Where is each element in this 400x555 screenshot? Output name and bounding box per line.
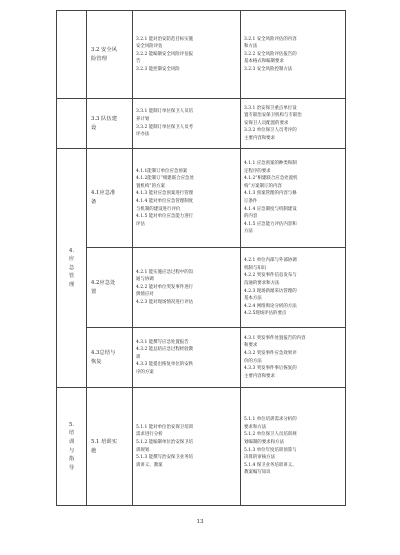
category-cell-3 [57, 99, 87, 149]
knowledge-cell: 3.3.1 治安保卫重点单位设 置专职治安保卫机构与专职治 安保卫人员配置的要求 3.3.2 单位保卫人员考评的 主要内容和要求 [241, 99, 346, 149]
category-cell-3 [57, 11, 87, 99]
category-cell-5: 5. 培 训 与 指 导 [57, 388, 87, 506]
table-row [57, 328, 346, 388]
subcategory-cell: 4.3总结与 恢复 [87, 328, 133, 388]
knowledge-cell: 4.3.1 突发事件处置报告的内容 和要求 4.3.2 突发事件应急效果评 价的方法 4.3.3 突发事件事后恢复的 主要内容和要求 [241, 328, 346, 388]
subcategory-cell: 5.1 培训实 施 [87, 388, 133, 506]
knowledge-cell: 4.2.1 单位内部与外部协调 机制与知识 4.2.2 突发事件信息发布与 沟通的要求和方法 4.2.3 现场新闻采访管理的 基本方法 4.2.4 网络舆论分析的方法 4.2.5现场评估的要点 [241, 248, 346, 328]
ability-cell: 3.3.1 能制订单位保卫人员培 养计划 3.3.2 能制订单位保卫人员考 评办法 [133, 99, 241, 149]
table-row [57, 149, 346, 248]
table-row [57, 99, 346, 149]
category-cell-4: 4. 应 急 管 理 [57, 149, 87, 388]
ability-cell: 4.2.1 能实施应急过程中的沟 通与协调 4.2.2 能对单位突发事件进行 舆情应对 4.2.3 能对现场情况进行评估 [133, 248, 241, 328]
knowledge-cell: 5.1.1 单位培训需求分析的 要求和方法 5.1.2 单位保卫人员培训规 划编制的要求和方法 5.1.3 单位年度培训预算与 决算的审核方法 5.1.4 保卫业务培训讲义、 教案编写知识 [241, 388, 346, 506]
knowledge-cell: 3.2.1 安全风险评估的内容 和方法 3.2.2 安全风险评估报告的 基本格式和编制要求 3.2.3 安全风险控制方法 [241, 11, 346, 99]
subcategory-cell: 3.3 队伍建 设 [87, 99, 133, 149]
subcategory-cell: 3.2 安全风 险管理 [87, 11, 133, 99]
subcategory-cell: 4.1应急准 备 [87, 149, 133, 248]
ability-cell: 4.3.1 能撰写应急处置报告 4.3.2 能总结应急过程经验教 训 4.3.3 能提出恢复单位的安秩 序的方案 [133, 328, 241, 388]
ability-cell: 4.1.1能制订单位应急预案 4.1.2能制订“相建联合应急处 置机构”的方案 4.1.3 能对应急预案进行管理 4.1.4 能对单位应急管理制度 与机制的建设进行评价 4.1.5 能对单位应急能力进行 评估 [133, 149, 241, 248]
competency-table [56, 10, 346, 506]
page-number: 13 [196, 519, 204, 525]
table-row [57, 11, 346, 99]
table-row [57, 248, 346, 328]
ability-cell: 5.1.1 能对单位治安保卫培训 需求进行分析 5.1.2 能编制单位治安保卫培 训规划 5.1.3 能撰写治安保卫业务培 训讲义、教案 [133, 388, 241, 506]
table-row [57, 388, 346, 506]
knowledge-cell: 4.1.1 应急预案的种类和制 定程序的要求 4.1.2“相建联合应急处置机 构”方案制订的内容 4.1.3 预案管理的内容与修 订条件 4.1.4 应急制度与机制建设 的内容 4.1.5 应急能力评估内容和 方法 [241, 149, 346, 248]
ability-cell: 3.2.1 能对治安防范目标实施 安全风险评估 3.2.2 能编制安全风险评估报 告 3.2.3 能控制安全风险 [133, 11, 241, 99]
subcategory-cell: 4.2应急处 置 [87, 248, 133, 328]
